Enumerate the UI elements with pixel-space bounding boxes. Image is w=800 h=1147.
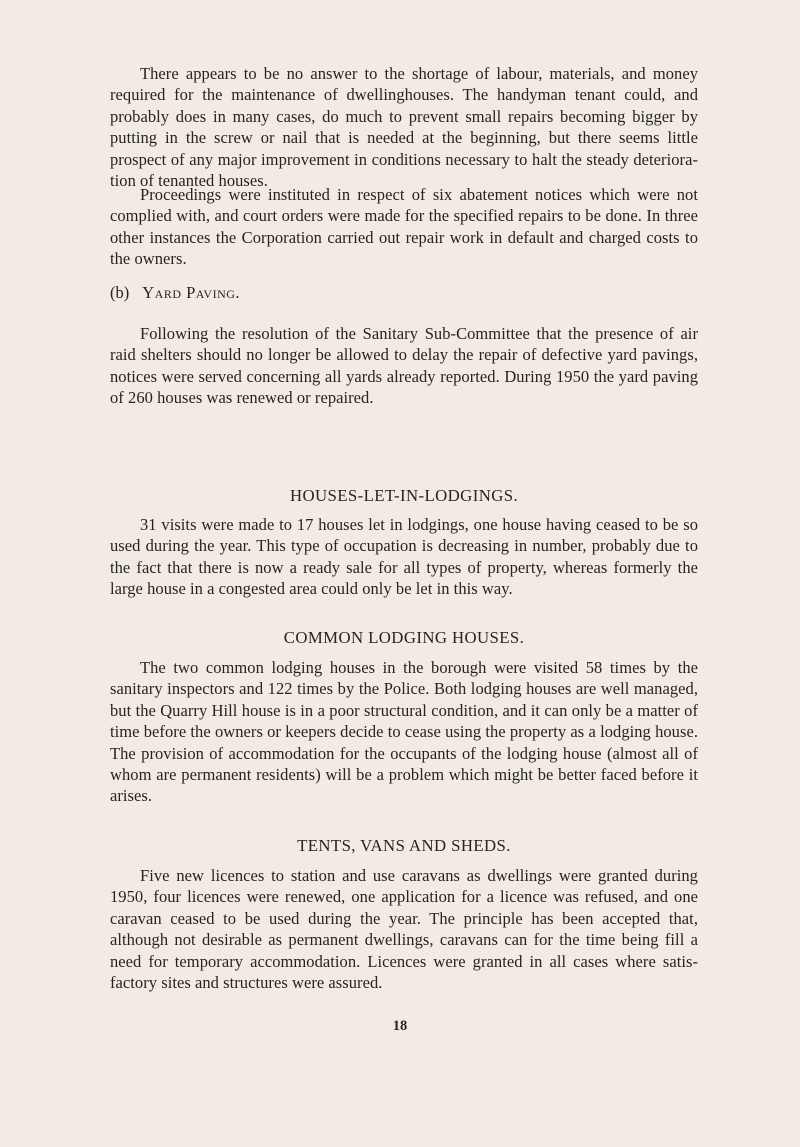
paragraph-proceedings: Proceedings were instituted in respect of six abatement notices which were not complied with, and court orders were made for the specified repairs to be done. In three other instances the Corporation carried out repair work in default and charged costs to the owners.: [110, 185, 698, 269]
paragraph-lodgings: 31 visits were made to 17 houses let in lodgings, one house having ceased to be so used during the year. This type of occupation is decreasing in number, probably due to the fact that there is now a ready sale for all types of property, whereas formerly the large house in a congested area could only be let in this way.: [110, 515, 698, 599]
paragraph-maintenance: There appears to be no answer to the shortage of labour, materials, and money required for the maintenance of dwellinghouses. The handyman tenant could, and probably does in many cases, do much to prevent small repairs becoming bigger by putting in the screw or nail that is needed at the beginning, but there seems little prospect of any major improvement in conditions necessary to halt the steady deteriora-tion of tenanted houses.: [110, 64, 698, 191]
page-number: 18: [392, 1018, 408, 1034]
paragraph-caravans: Five new licences to station and use caravans as dwellings were granted during 1950, four licences were renewed, one application for a licence was refused, and one caravan ceased to be used during the year. The principle has been accepted that, although not desirable as permanent dwellings, caravans can for the time being fill a need for temporary accommodation. Licences were granted in all cases where satis-factory sites and structures were assured.: [110, 866, 698, 993]
subheading-yard-paving: [110, 282, 240, 303]
heading-common-lodging-houses: COMMON LODGING HOUSES.: [283, 628, 525, 647]
paragraph-yard-paving: Following the resolution of the Sanitary Sub-Committee that the presence of air raid shelters should no longer be allowed to delay the repair of defective yard pavings, notices were served concerning all yards already reported. During 1950 the yard paving of 260 houses was renewed or repaired.: [110, 324, 698, 408]
paragraph-common-lodging: The two common lodging houses in the borough were visited 58 times by the sanitary inspectors and 122 times by the Police. Both lodging houses are well managed, but the Quarry Hill house is in a poor structural condition, and it can only be a matter of time before the owners or keepers decide to cease using the property as a lodging house. The provision of accommodation for the occupants of the lodging house (almost all of whom are permanent residents) will be a problem which might be better faced before it arises.: [110, 658, 698, 806]
subheading-label: (b): [110, 283, 130, 302]
heading-houses-let-in-lodgings: HOUSES-LET-IN-LODGINGS.: [289, 486, 519, 505]
heading-tents-vans-sheds: TENTS, VANS AND SHEDS.: [297, 836, 511, 855]
subheading-title: Yard Paving.: [142, 283, 241, 302]
